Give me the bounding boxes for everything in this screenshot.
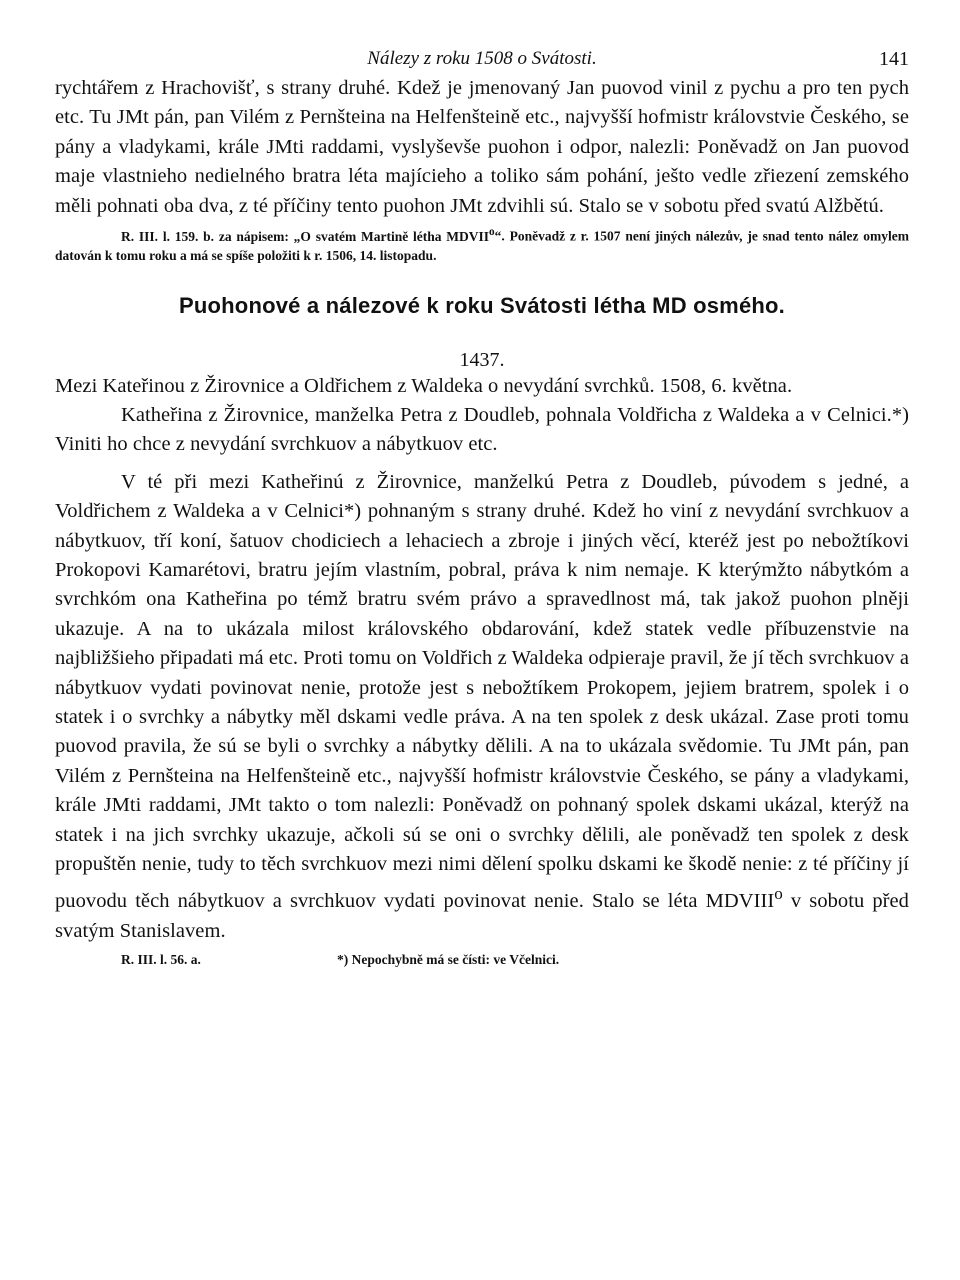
footnote: *) Nepochybně má se čísti: ve Včelnici.	[337, 952, 560, 968]
running-header	[55, 40, 909, 74]
paragraph-spacer	[55, 460, 909, 468]
entry-ruling-end: v sobotu před svatým Stanislavem.	[55, 890, 909, 942]
source-note-superscript: o	[489, 226, 495, 239]
page-number: 141	[879, 48, 909, 70]
entry-ruling-superscript: o	[774, 884, 783, 904]
footer-references	[55, 948, 909, 970]
entry-complaint: Katheřina z Žirovnice, manželka Petra z Doudleb, pohnala Voldřicha z Waldeka a v Celnici.*) Viniti ho chce z nevydání svrchkuov a nábytkuov etc.	[55, 403, 909, 456]
source-note-part2: “. Poněvadž z r. 1507 není jiných nálezův, je snad tento nález omylem datován k tomu roku a má se spíše položiti k r. 1506, 14. listopadu.	[55, 228, 909, 263]
source-note-part1: R. III. l. 159. b. za nápisem: „O svatém Martině létha MDVII	[121, 228, 490, 244]
archive-reference: R. III. l. 56. a.	[121, 952, 201, 968]
source-note	[55, 223, 909, 265]
running-title: Nálezy z roku 1508 o Svátosti.	[367, 48, 597, 69]
entry-number: 1437.	[459, 348, 505, 371]
entry-ruling-text: V té při mezi Katheřinú z Žirovnice, manželkú Petra z Doudleb, púvodem s jedné, a Voldřichem z Waldeka a v Celnici*) pohnaným s strany druhé. Kdež ho viní z nevydání svrchkuov a nábytkuov, tří koní, šatuov chodiciech a lehaciech a zbroje i jiných věcí, kteréž jest po nebožtíkovi Prokopovi Kamarétovi, bratru jejím vlastním, pobral, práva k nim nemaje. K kterýmžto nábytkóm a svrchkóm ona Katheřina po témž bratru svém právo a spravedlnost má, tak jakož puohon plněji ukazuje. A na to ukázala milost královského obdarování, kdež statek vedle příbuzenstvie na najbližšieho připadati má etc. Proti tomu on Voldřich z Waldeka odpieraje pravil, že jí těch svrchkuov a nábytkuov vydati povinovat nenie, protože jest s nebožtíkem Prokopem, jejiem bratrem, spolek i o statek i o svrchky a nábytky měl dskami vedle práva. A na ten spolek z desk ukázal. Zase proti tomu puovod pravila, že sú se byli o svrchky a nábytky dělili. A na to ukázala svědomie. Tu JMt pán, pan Vilém z Pernšteina na Helfenšteině etc., najvyšší hofmistr královstvie Českého, se pány a vladykami, krále JMti raddami, JMt takto o tom nalezli: Poněvadž on pohnaný spolek dskami ukázal, kterýž na statek i na jich svrchky ukazuje, ačkoli sú se oni o svrchky dělili, ale poněvadž ten spolek z desk propuštěn nenie, tudy to těch svrchkuov mezi nimi dělení spolku dskami ke škodě nenie: z té příčiny jí puovodu těch nábytkuov a svrchkuov vydati povinovat nenie. Stalo se léta MDVIII	[55, 470, 909, 913]
document-page	[55, 40, 909, 1240]
entry-summary: Mezi Kateřinou z Žirovnice a Oldřichem z Waldeka o nevydání svrchků. 1508, 6. května.	[55, 374, 793, 397]
continued-paragraph: rychtářem z Hrachovišť, s strany druhé. Kdež je jmenovaný Jan puovod vinil z pychu a pro ten pych etc. Tu JMt pán, pan Vilém z Pernšteina na Helfenšteině etc., najvyšší hofmistr královstvie Českého, se pány a vladykami, krále JMti raddami, vyslyševše puohon i odpor, nalezli: Poněvadž on Jan puovod maje vlastnieho nedielného bratra léta majícieho a toliko sám pohání, ješto vedle zřiezení zemského měli pohnati oba dva, z té příčiny tento puohon JMt zdvihli sú. Stalo se v sobotu před svatú Alžbětú.	[55, 77, 909, 217]
section-heading: Puohonové a nálezové k roku Svátosti létha MD osmého.	[179, 292, 785, 318]
entry-ruling	[55, 468, 909, 946]
